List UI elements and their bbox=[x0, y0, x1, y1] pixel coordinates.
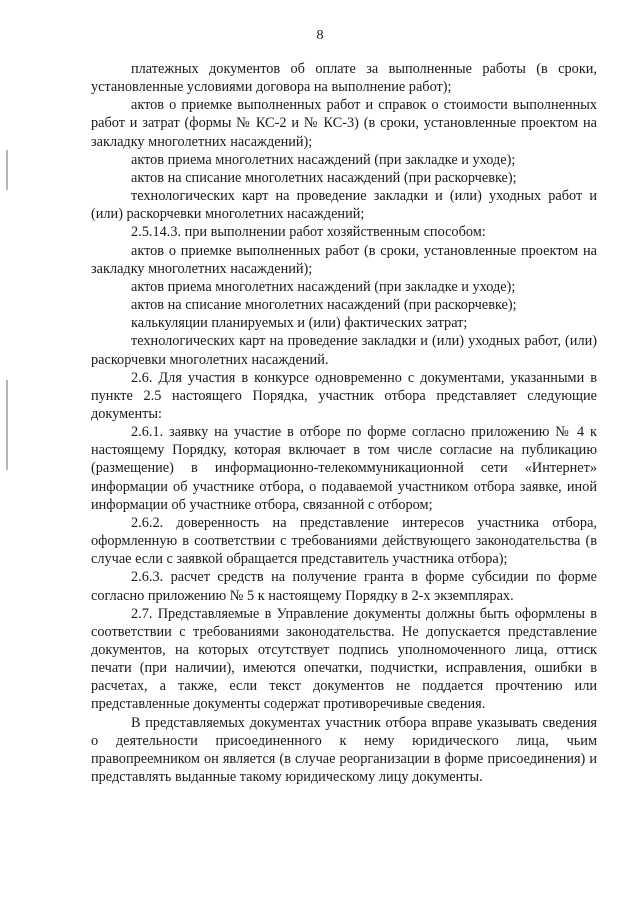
paragraph: В представляемых документах участник отбора вправе указывать сведения о деятельности присоединенного к нему юридического лица, чьим правопреемником он является (в случае реорганизации в форме присоединения) и представлять выданные такому юридическому лицу документы. bbox=[91, 714, 597, 786]
scan-edge-mark bbox=[6, 150, 8, 190]
paragraph: 2.6.1. заявку на участие в отборе по форме согласно приложению № 4 к настоящему Порядку, которая включает в том числе согласие на публикацию (размещение) в информационно-телекоммуникационной сети «Интернет» информации об участнике отбора, о подаваемой участником отбора заявке, иной информации об участнике отбора, связанной с отбором; bbox=[91, 424, 597, 513]
paragraph: технологических карт на проведение закладки и (или) уходных работ, (или) раскорчевки многолетних насаждений. bbox=[91, 333, 597, 368]
scan-edge-mark bbox=[6, 380, 8, 470]
paragraph: 2.6. Для участия в конкурсе одновременно с документами, указанными в пункте 2.5 настоящего Порядка, участник отбора представляет следующие документы: bbox=[91, 369, 597, 422]
paragraph: 2.6.3. расчет средств на получение гранта в форме субсидии по форме согласно приложению № 5 к настоящему Порядку в 2-х экземплярах. bbox=[91, 569, 597, 604]
paragraph: актов приема многолетних насаждений (при закладке и уходе); bbox=[131, 151, 516, 168]
paragraph: актов на списание многолетних насаждений (при раскорчевке); bbox=[131, 169, 517, 186]
body-text bbox=[91, 60, 597, 786]
paragraph: 2.7. Представляемые в Управление документы должны быть оформлены в соответствии с требованиями законодательства. Не допускается представление документов, на которых отсутствует подпись уполномоченного лица, оттиск печати (при наличии), имеются опечатки, подчистки, исправления, ошибки в расчетах, а также, если текст документов не поддается прочтению или представленные документы содержат противоречивые сведения. bbox=[91, 605, 597, 713]
page-number: 8 bbox=[316, 28, 324, 43]
paragraph: 2.6.2. доверенность на представление интересов участника отбора, оформленную в соответствии с требованиями действующего законодательства (в случае если с заявкой обращается представитель участника отбора); bbox=[91, 514, 597, 568]
paragraph: актов о приемке выполненных работ (в сроки, установленные проектом на закладку многолетних насаждений); bbox=[91, 242, 597, 277]
paragraph: технологических карт на проведение закладки и (или) уходных работ и (или) раскорчевки многолетних насаждений; bbox=[91, 188, 597, 223]
paragraph: актов приема многолетних насаждений (при закладке и уходе); bbox=[131, 278, 516, 295]
paragraph: актов о приемке выполненных работ и справок о стоимости выполненных работ и затрат (формы № КС-2 и № КС-3) (в сроки, установленные проектом на закладку многолетних насаждений); bbox=[91, 97, 597, 150]
paragraph: 2.5.14.3. при выполнении работ хозяйственным способом: bbox=[131, 224, 486, 241]
paragraph: платежных документов об оплате за выполненные работы (в сроки, установленные условиями договора на выполнение работ); bbox=[91, 61, 597, 96]
paragraph: актов на списание многолетних насаждений (при раскорчевке); bbox=[131, 297, 517, 314]
paragraph: калькуляции планируемых и (или) фактических затрат; bbox=[131, 315, 468, 332]
